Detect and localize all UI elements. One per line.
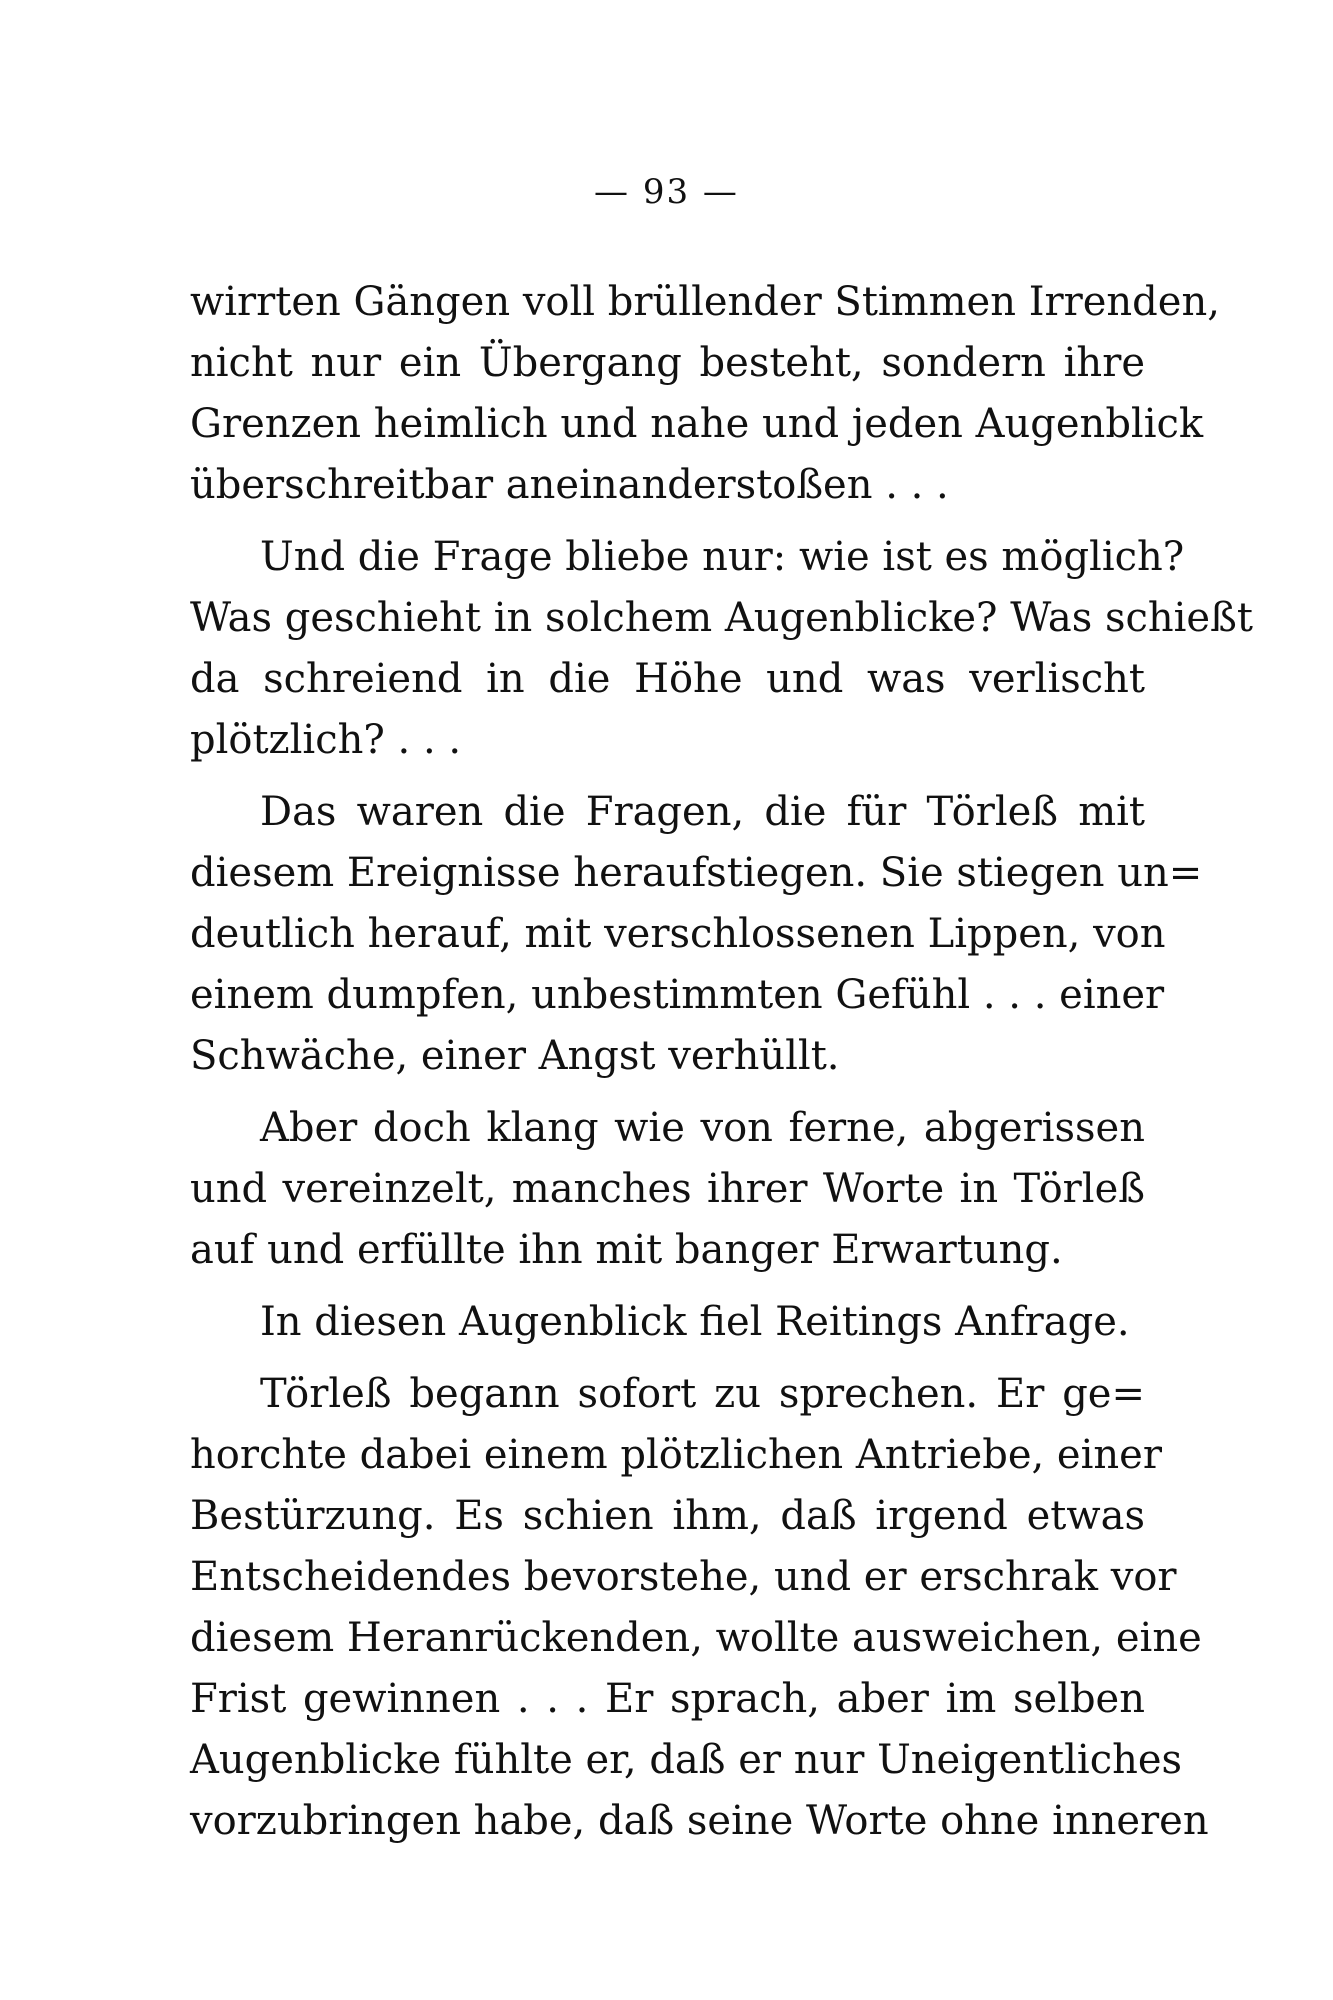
- text-line: horchte dabei einem plötzlichen Antriebe, einer: [190, 1432, 1162, 1478]
- paragraph-3: [190, 782, 1203, 1087]
- text-line: In diesen Augenblick fiel Reitings Anfrage.: [260, 1299, 1130, 1345]
- paragraph-5: [190, 1292, 1145, 1353]
- text-line: wirrten Gängen voll brüllender Stimmen Irrenden,: [190, 279, 1220, 325]
- text-line: Was geschieht in solchem Augenblicke? Was schießt: [190, 595, 1253, 641]
- text-line: Bestürzung. Es schien ihm, daß irgend etwas: [190, 1493, 1145, 1539]
- text-line: überschreitbar aneinanderstoßen . . .: [190, 462, 949, 508]
- text-line: Schwäche, einer Angst verhüllt.: [190, 1033, 840, 1079]
- text-line: Aber doch klang wie von ferne, abgerissen: [260, 1105, 1145, 1151]
- text-line: vorzubringen habe, daß seine Worte ohne inneren: [190, 1798, 1209, 1844]
- text-line: deutlich herauf, mit verschlossenen Lippen, von: [190, 911, 1166, 957]
- text-line: Grenzen heimlich und nahe und jeden Augenblick: [190, 401, 1204, 447]
- text-line: diesem Heranrückenden, wollte ausweichen, eine: [190, 1615, 1202, 1661]
- text-line: Törleß begann sofort zu sprechen. Er ge=: [260, 1371, 1145, 1417]
- text-line: Und die Frage bliebe nur: wie ist es möglich?: [260, 534, 1185, 580]
- text-line: Das waren die Fragen, die für Törleß mit: [260, 789, 1145, 835]
- text-line: einem dumpfen, unbestimmten Gefühl . . . einer: [190, 972, 1165, 1018]
- text-line: plötzlich? . . .: [190, 717, 462, 763]
- text-line: Entscheidendes bevorstehe, und er erschrak vor: [190, 1554, 1177, 1600]
- text-line: auf und erfüllte ihn mit banger Erwartung.: [190, 1227, 1063, 1273]
- text-line: Frist gewinnen . . . Er sprach, aber im selben: [190, 1676, 1145, 1722]
- body-text: [190, 272, 1253, 1852]
- paragraph-6: [190, 1364, 1209, 1852]
- page-number: — 93 —: [594, 172, 739, 212]
- text-line: Augenblicke fühlte er, daß er nur Uneigentliches: [190, 1737, 1183, 1783]
- text-line: diesem Ereignisse heraufstiegen. Sie stiegen un=: [190, 850, 1203, 896]
- text-line: da schreiend in die Höhe und was verlischt: [190, 656, 1145, 702]
- text-line: nicht nur ein Übergang besteht, sondern ihre: [190, 340, 1145, 386]
- paragraph-2: [190, 527, 1253, 771]
- text-line: und vereinzelt, manches ihrer Worte in Törleß: [190, 1166, 1145, 1212]
- paragraph-4: [190, 1098, 1145, 1281]
- paragraph-1: [190, 272, 1220, 516]
